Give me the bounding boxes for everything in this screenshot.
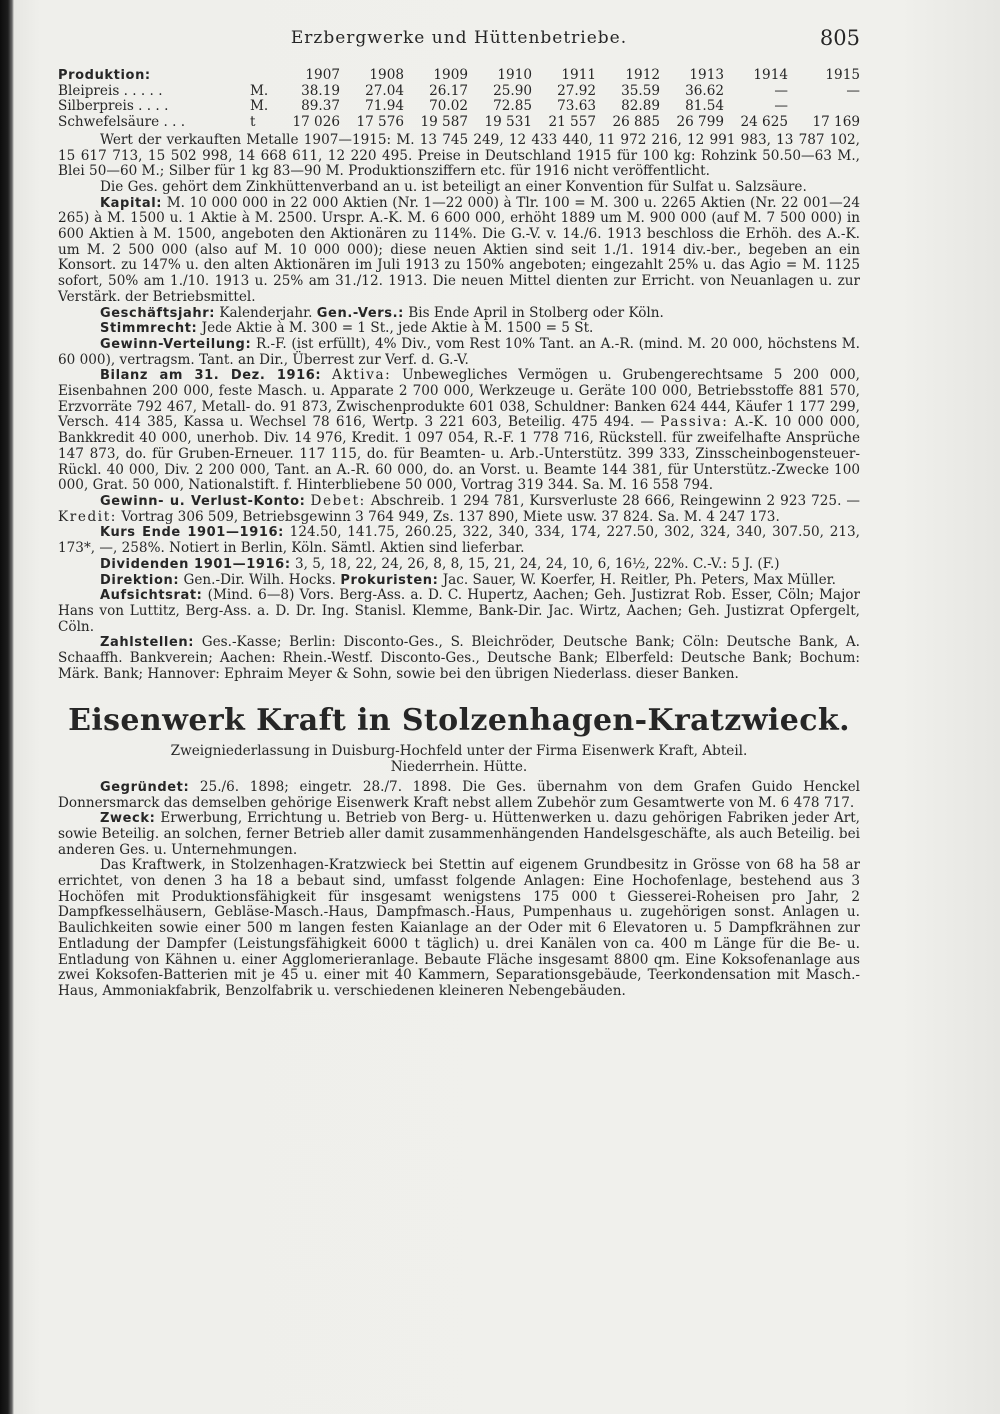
gegruendet-entry <box>58 780 860 811</box>
production-row-bleipreis <box>58 84 860 100</box>
direktion-label: Direktion: <box>100 572 180 588</box>
aufsichtsrat-label: Aufsichtsrat: <box>100 588 203 604</box>
value-cell: 21 557 <box>548 114 597 131</box>
row-name: Bleipreis . . . . . <box>58 82 163 99</box>
direktion-text: Gen.-Dir. Wilh. Hocks. <box>183 571 336 588</box>
bilanz-entry <box>58 368 860 494</box>
year-cell: 1909 <box>433 67 469 83</box>
row-unit: M. <box>250 82 269 99</box>
bilanz-aktiva-text: Unbewegliches Vermögen u. Grubengerechtsame 5 200 000, Eisenbahnen 200 000, feste Masch. u. Apparate 2 700 000, Werkzeuge u. Geräte 100 000, Betriebsstoffe 881 570, Erzvorräte 792 467, Metall- do. 91 873, Zwischenprodukte 601 038, Schuldner: Banken 624 444, Käufer 1 177 299, Versch. 414 385, Kassa u. Wechsel 78 616, Wertp. 3 221 603, Beteilig. 475 494. — <box>58 367 861 431</box>
guv-kredit-text: Vortrag 306 509, Betriebsgewinn 3 764 949, Zs. 137 890, Miete usw. 37 824. Sa. M. 4 247 173. <box>121 508 780 525</box>
production-header-row <box>58 68 860 84</box>
year-cell: 1911 <box>561 67 597 83</box>
value-cell: 26.17 <box>429 82 469 99</box>
direktion-entry <box>58 573 860 589</box>
guv-label: Gewinn- u. Verlust-Konto: <box>100 493 306 509</box>
value-cell: 27.92 <box>557 82 597 99</box>
production-table <box>58 68 860 131</box>
production-label: Produktion: <box>58 68 151 83</box>
bilanz-aktiva-label: Aktiva: <box>331 367 392 384</box>
page-body <box>58 68 860 1000</box>
value-cell: 89.37 <box>301 98 341 115</box>
year-cell: 1907 <box>305 67 341 83</box>
gewinnverteilung-label: Gewinn-Verteilung: <box>100 336 252 352</box>
production-row-silberpreis <box>58 99 860 115</box>
year-cell: 1912 <box>625 67 661 83</box>
genvers-text: Bis Ende April in Stolberg oder Köln. <box>408 304 664 321</box>
row-name: Schwefelsäure . . . <box>58 114 186 131</box>
stimmrecht-label: Stimmrecht: <box>100 321 198 337</box>
value-cell: 26 885 <box>612 114 661 131</box>
value-cell: 19 587 <box>420 114 469 131</box>
running-title: Erzbergwerke und Hüttenbetriebe. <box>290 28 628 48</box>
value-cell: 19 531 <box>484 114 533 131</box>
value-cell: 73.63 <box>557 98 597 115</box>
company-subtitle: Zweigniederlassung in Duisburg-Hochfeld unter der Firma Eisenwerk Kraft, Abteil. Niederrhein. Hütte. <box>170 743 748 776</box>
prokuristen-text: Jac. Sauer, W. Koerfer, H. Reitler, Ph. Peters, Max Müller. <box>442 571 836 588</box>
gewinnverteilung-text: R.-F. (ist erfüllt), 4% Div., vom Rest 10% Tant. an A.-R. (mind. M. 20 000, höchstens M. 60 000), vertragsm. Tant. an Dir., Überrest zur Verf. d. G.-V. <box>58 335 860 368</box>
gewinnverteilung-entry <box>58 337 860 368</box>
kurs-label: Kurs Ende 1901—1916: <box>100 525 284 541</box>
row-name: Silberpreis . . . . <box>58 98 169 115</box>
year-cell: 1908 <box>369 67 405 83</box>
aufsichtsrat-text: (Mind. 6—8) Vors. Berg-Ass. a. D. C. Hupertz, Aachen; Geh. Justizrat Rob. Esser, Cöln; Major Hans von Luttitz, Berg-Ass. a. D. Dr. Ing. Stanisl. Klemme, Bank-Dir. Jac. Wirtz, Aachen; Geh. Justizrat Opfergelt, Cöln. <box>58 587 860 635</box>
guv-debet-label: Debet: <box>310 492 366 509</box>
value-cell: 27.04 <box>365 82 405 99</box>
gegruendet-label: Gegründet: <box>100 779 190 795</box>
production-row-schwefelsaeure <box>58 115 860 131</box>
value-cell: 17 576 <box>356 114 405 131</box>
value-cell: 82.89 <box>621 98 661 115</box>
genvers-label: Gen.-Vers.: <box>316 305 404 321</box>
value-cell: 35.59 <box>621 82 661 99</box>
zahlstellen-entry <box>58 635 860 682</box>
year-cell: 1915 <box>825 67 861 83</box>
dividenden-entry <box>58 557 860 573</box>
year-cell: 1913 <box>689 67 725 83</box>
zweck-text: Erwerbung, Errichtung u. Betrieb von Berg- u. Hüttenwerken u. dazu gehörigen Fabriken jeder Art, sowie Beteilig. an solchen, ferner Betrieb aller damit zusammenhängenden Handelsgeschäfte, als auch Beteilig. bei anderen Ges. u. Unternehmungen. <box>58 810 860 858</box>
guv-entry <box>58 494 860 525</box>
value-cell: 81.54 <box>685 98 725 115</box>
geschaeftsjahr-text: Kalenderjahr. <box>219 304 313 321</box>
bilanz-passiva-text: A.-K. 10 000 000, Bankkredit 40 000, unerhob. Div. 14 976, Kredit. 1 097 054, R.-F. 1 778 716, Rückstell. für zweifelhafte Ansprüche 147 873, do. für Gruben-Erneuer. 117 115, do. für Beamten- u. Arb.-Unterstütz. 399 333, Zinsscheinbogensteuer-Rückl. 40 000, Div. 2 200 000, Tant. an A.-R. 60 000, do. an Vorst. u. Beamte 144 381, für Unterstütz.-Zwecke 100 000, Grat. 50 000, Nationalstift. f. Hinterbliebene 50 000, Vortrag 319 344. Sa. M. 16 558 794. <box>58 414 861 494</box>
year-cell: 1914 <box>753 67 789 83</box>
aufsichtsrat-entry <box>58 588 860 635</box>
page-number: 805 <box>819 26 860 50</box>
guv-kredit-label: Kredit: <box>58 508 117 525</box>
company-title: Eisenwerk Kraft in Stolzenhagen-Kratzwieck. <box>68 703 850 739</box>
zahlstellen-text: Ges.-Kasse; Berlin: Disconto-Ges., S. Bleichröder, Deutsche Bank; Cöln: Deutsche Bank, A. Schaaffh. Bankverein; Aachen: Rhein.-Westf. Disconto-Ges., Deutsche Bank; Elberfeld: Deutsche Bank; Bochum: Märk. Bank; Hannover: Ephraim Meyer & Sohn, sowie bei den übrigen Niederlass. dieser Banken. <box>58 634 860 682</box>
zahlstellen-label: Zahlstellen: <box>100 635 195 651</box>
kurs-entry <box>58 525 860 556</box>
association-paragraph: Die Ges. gehört dem Zinkhüttenverband an u. ist beteiligt an einer Konvention für Sulfat u. Salzsäure. <box>100 178 807 195</box>
gegruendet-text: 25./6. 1898; eingetr. 28./7. 1898. Die Ges. übernahm von dem Grafen Guido Henckel Donnersmarck das demselben gehörige Eisenwerk Kraft nebst allem Zubehör zum Gesamtwerte von M. 6 478 717. <box>58 778 860 811</box>
value-cell: 71.94 <box>365 98 405 115</box>
bilanz-label: Bilanz am 31. Dez. 1916: <box>100 368 322 384</box>
prokuristen-label: Prokuristen: <box>340 572 439 588</box>
zweck-entry <box>58 811 860 858</box>
kapital-entry <box>58 196 860 306</box>
geschaeftsjahr-label: Geschäftsjahr: <box>100 305 216 321</box>
metal-sales-paragraph: Wert der verkauften Metalle 1907—1915: M. 13 745 249, 12 433 440, 11 972 216, 12 991 983, 13 787 102, 15 617 713, 15 502 998, 14 668 611, 12 220 495. Preise in Deutschland 1915 für 100 kg: Rohzink 50.50—63 M., Blei 50—60 M.; Silber für 1 kg 83—90 M. Produktionsziffern etc. für 1916 nicht veröffentlicht. <box>58 131 860 180</box>
value-cell: 36.62 <box>685 82 725 99</box>
value-cell: 72.85 <box>493 98 533 115</box>
dividenden-text: 3, 5, 18, 22, 24, 26, 8, 8, 15, 21, 24, 24, 10, 6, 16½, 22%. C.-V.: 5 J. (F.) <box>294 555 780 572</box>
value-cell: — <box>774 98 789 115</box>
geschaeftsjahr-entry <box>58 306 860 322</box>
value-cell: — <box>846 82 861 99</box>
zweck-label: Zweck: <box>100 811 156 827</box>
value-cell: 25.90 <box>493 82 533 99</box>
value-cell: 17 169 <box>812 114 861 131</box>
guv-debet-text: Abschreib. 1 294 781, Kursverluste 28 666, Reingewinn 2 923 725. — <box>370 492 860 509</box>
page-binding-shadow <box>0 0 14 1414</box>
value-cell: 26 799 <box>676 114 725 131</box>
value-cell: 24 625 <box>740 114 789 131</box>
value-cell: 70.02 <box>429 98 469 115</box>
value-cell: — <box>774 82 789 99</box>
value-cell: 17 026 <box>292 114 341 131</box>
year-cell: 1910 <box>497 67 533 83</box>
bilanz-passiva-label: Passiva: <box>660 414 729 431</box>
value-cell <box>788 99 860 115</box>
kurs-text: 124.50, 141.75, 260.25, 322, 340, 334, 174, 227.50, 302, 324, 340, 307.50, 213, 173*, —, 258%. Notiert in Berlin, Köln. Sämtl. Aktien sind lieferbar. <box>58 524 860 557</box>
value-cell: 38.19 <box>301 82 341 99</box>
row-unit: M. <box>250 98 269 115</box>
page-header <box>58 24 860 54</box>
stimmrecht-text: Jede Aktie à M. 300 = 1 St., jede Aktie à M. 1500 = 5 St. <box>201 320 594 337</box>
row-unit: t <box>250 114 256 131</box>
dividenden-label: Dividenden 1901—1916: <box>100 556 291 572</box>
kraftwerk-paragraph: Das Kraftwerk, in Stolzenhagen-Kratzwieck bei Stettin auf eigenem Grundbesitz in Grösse von 68 ha 58 ar errichtet, von denen 3 ha 18 a bebaut sind, umfasst folgende Anlagen: Eine Hochofenlage, bestehend aus 3 Hochöfen mit Produktionsfähigkeit für insgesamt wenigstens 175 000 t Giesserei-Roheisen pro Jahr, 2 Dampfkesselhäusern, Gebläse-Masch.-Haus, Dampfmasch.-Haus, Pumpenhaus u. zugehörigen sonst. Anlagen u. Baulichkeiten sowie einer 500 m langen festen Kaianlage an der Oder mit 6 Elevatoren u. 5 Dampfkrähnen zur Entladung der Dampfer (Leistungsfähigkeit 6000 t täglich) u. drei Kanälen von ca. 400 m Länge für die Be- u. Entladung von Kähnen u. einer Agglomerieranlage. Bebaute Fläche insgesamt 8800 qm. Eine Koksofenanlage aus zwei Koksofen-Batterien mit je 45 u. einer mit 40 Kammern, Separationsgebäude, Teerkondensation mit Masch.-Haus, Ammoniakfabrik, Benzolfabrik u. verschiedenen kleineren Nebengebäuden. <box>58 857 860 999</box>
stimmrecht-entry <box>58 321 860 337</box>
kapital-label: Kapital: <box>100 195 163 211</box>
kapital-text: M. 10 000 000 in 22 000 Aktien (Nr. 1—22 000) à Tlr. 100 = M. 300 u. 2265 Aktien (Nr. 22 001—24 265) à M. 1500 u. 1 Aktie à M. 2500. Urspr. A.-K. M. 6 600 000, erhöht 1889 um M. 900 000 (auf M. 7 500 000) in 600 Aktien à M. 1500, angeboten den Aktionären zu 114%. Die G.-V. v. 14./6. 1913 beschloss die Erhöh. des A.-K. um M. 2 500 000 (also auf M. 10 000 000); diese neuen Aktien sind seit 1./1. 1914 div.-ber., begeben an ein Konsort. zu 147% u. den alten Aktionären im Juli 1913 zu 150% angeboten; eingezahlt 25% u. das Agio = M. 1125 sofort, 50% am 1./10. 1913 u. 25% am 31./12. 1913. Die neuen Mittel dienten zur Erricht. von Neuanlagen u. zur Verstärk. der Betriebsmittel. <box>58 194 860 305</box>
